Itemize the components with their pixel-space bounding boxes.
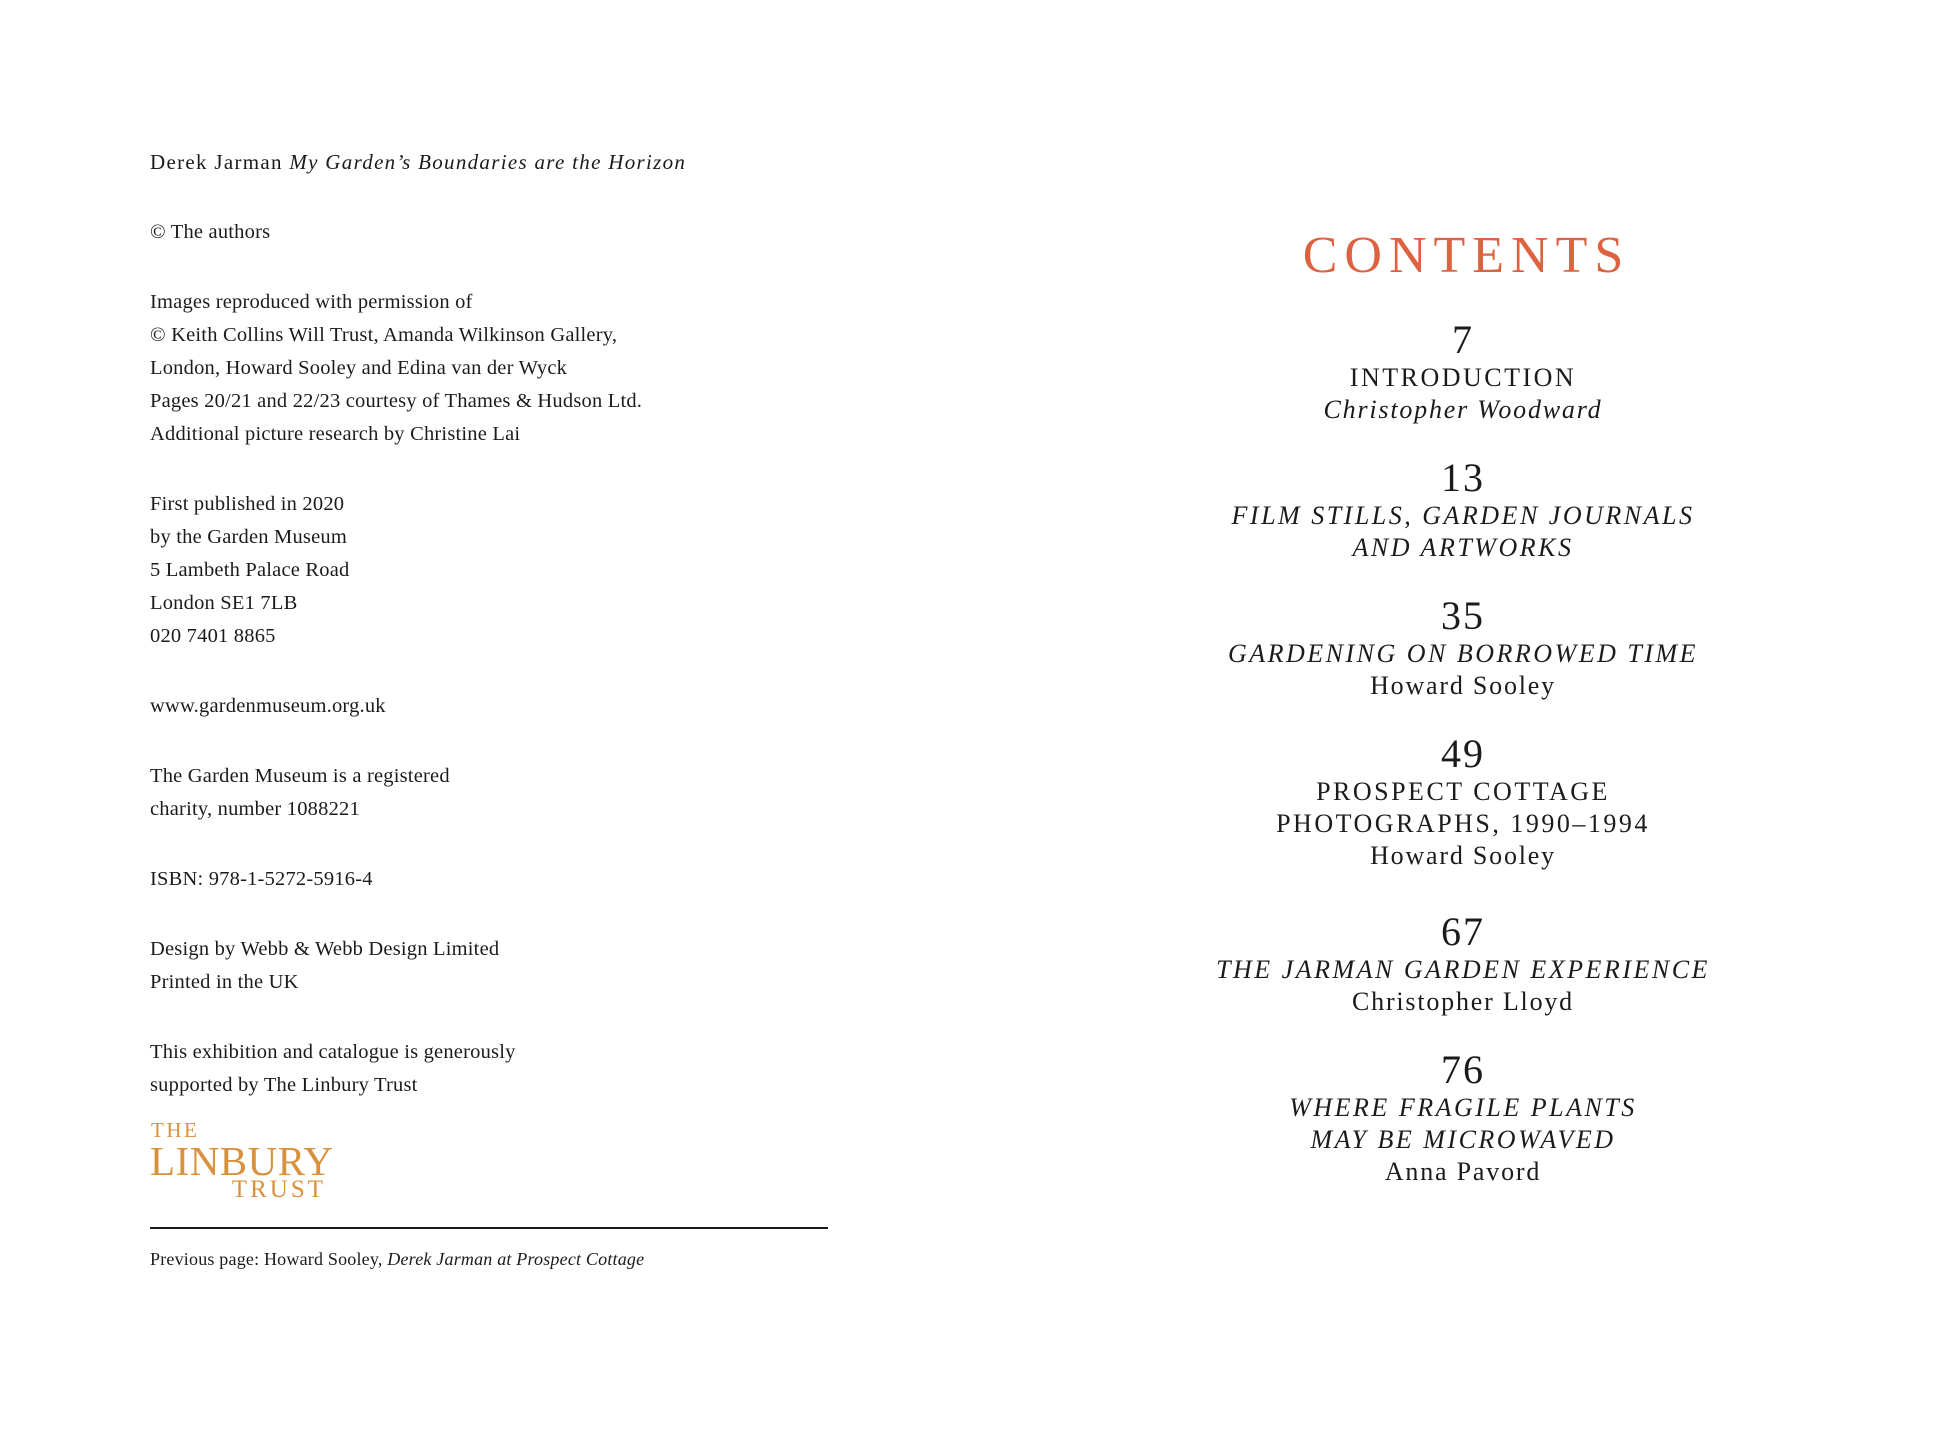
logo-word-trust: TRUST [231, 1176, 326, 1203]
toc-entry [1113, 732, 1813, 872]
toc-author: Christopher Woodward [1323, 395, 1603, 424]
toc-title-line: MAY BE MICROWAVED [1310, 1125, 1616, 1154]
colophon-line: 5 Lambeth Palace Road [150, 559, 350, 581]
contents-page [1113, 228, 1813, 1218]
footer-divider-rule [150, 1227, 828, 1229]
logo-word-the: THE [151, 1118, 200, 1142]
logo-word-linbury: LINBURY [150, 1138, 334, 1184]
colophon-paragraph [150, 286, 870, 451]
toc-page-number: 35 [1441, 593, 1485, 638]
toc-title-line: WHERE FRAGILE PLANTS [1289, 1093, 1637, 1122]
colophon-line: ISBN: 978-1-5272-5916-4 [150, 868, 373, 890]
colophon-page [150, 0, 870, 1139]
toc-title-line: PROSPECT COTTAGE [1316, 777, 1610, 806]
book-title: My Garden’s Boundaries are the Horizon [289, 150, 687, 174]
colophon-line: © The authors [150, 221, 271, 243]
toc-title-line: INTRODUCTION [1349, 363, 1577, 392]
colophon-line: www.gardenmuseum.org.uk [150, 695, 386, 717]
toc-entry [1113, 318, 1813, 426]
linbury-trust-logo [150, 1118, 332, 1208]
toc-entry [1113, 1048, 1813, 1188]
colophon-line: This exhibition and catalogue is generously [150, 1041, 516, 1063]
colophon-line: London SE1 7LB [150, 592, 298, 614]
colophon-line: Design by Webb & Webb Design Limited [150, 938, 500, 960]
colophon-line: © Keith Collins Will Trust, Amanda Wilkinson Gallery, [150, 324, 618, 346]
colophon-paragraph [150, 933, 870, 999]
colophon-line: charity, number 1088221 [150, 798, 360, 820]
toc-page-number: 67 [1441, 909, 1485, 954]
colophon-line: The Garden Museum is a registered [150, 765, 450, 787]
toc-title-line: PHOTOGRAPHS, 1990–1994 [1276, 809, 1650, 838]
toc-page-number: 76 [1441, 1047, 1485, 1092]
colophon-line: 020 7401 8865 [150, 625, 276, 647]
toc-author: Anna Pavord [1384, 1157, 1542, 1186]
colophon-paragraph [150, 690, 870, 723]
book-title-line [150, 146, 870, 179]
toc-title-line: THE JARMAN GARDEN EXPERIENCE [1216, 955, 1710, 984]
toc-entry [1113, 594, 1813, 702]
colophon-line: Images reproduced with permission of [150, 291, 473, 313]
toc-page-number: 13 [1441, 455, 1485, 500]
previous-page-caption [150, 1246, 870, 1272]
caption-work-title: Derek Jarman at Prospect Cottage [387, 1249, 645, 1269]
colophon-paragraph [150, 488, 870, 653]
colophon-line: London, Howard Sooley and Edina van der Wyck [150, 357, 568, 379]
toc-entry [1113, 910, 1813, 1018]
caption-credit: Previous page: Howard Sooley, [150, 1249, 388, 1269]
colophon-paragraph [150, 216, 870, 249]
colophon-line: Additional picture research by Christine Lai [150, 423, 521, 445]
toc-author: Christopher Lloyd [1352, 987, 1574, 1016]
toc-page-number: 49 [1441, 731, 1485, 776]
colophon-paragraphs [150, 216, 870, 1102]
book-author: Derek Jarman [150, 150, 290, 174]
colophon-line: by the Garden Museum [150, 526, 347, 548]
colophon-line: supported by The Linbury Trust [150, 1074, 418, 1096]
toc-entry [1113, 456, 1813, 564]
contents-heading: CONTENTS [1302, 227, 1631, 284]
toc-author: Howard Sooley [1370, 841, 1556, 870]
colophon-paragraph [150, 760, 870, 826]
toc-author: Howard Sooley [1370, 671, 1556, 700]
toc-title-line: AND ARTWORKS [1352, 533, 1574, 562]
toc-title-line: GARDENING ON BORROWED TIME [1227, 639, 1699, 668]
toc-page-number: 7 [1452, 317, 1474, 362]
colophon-line: First published in 2020 [150, 493, 345, 515]
colophon-line: Printed in the UK [150, 971, 299, 993]
toc-title-line: FILM STILLS, GARDEN JOURNALS [1231, 501, 1695, 530]
colophon-paragraph [150, 863, 870, 896]
colophon-line: Pages 20/21 and 22/23 courtesy of Thames & Hudson Ltd. [150, 390, 643, 412]
colophon-paragraph [150, 1036, 870, 1102]
toc-entries [1113, 318, 1813, 1188]
